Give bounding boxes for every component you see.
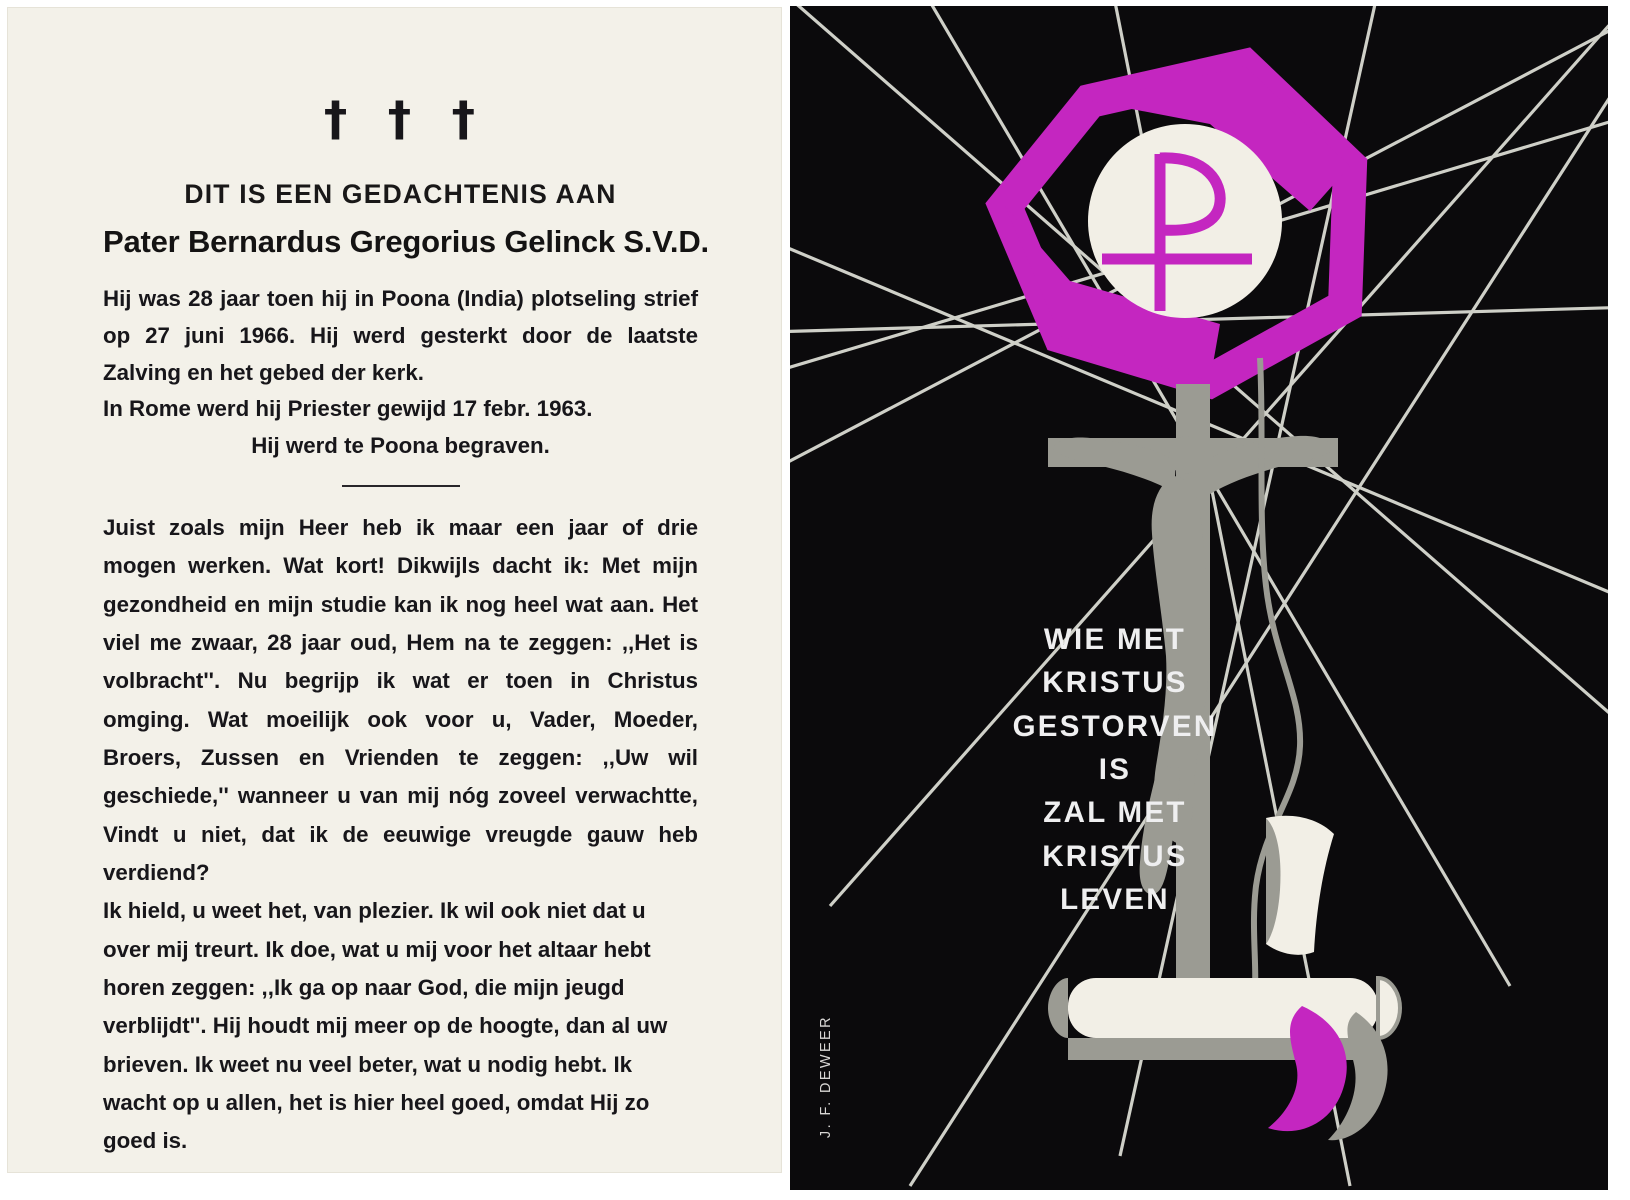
scroll-base [1048, 978, 1400, 1060]
text-block [103, 92, 709, 1161]
verse-line-3: GESTORVEN [1012, 709, 1218, 743]
deceased-name: Pater Bernardus Gregorius Gelinck S.V.D. [103, 224, 709, 259]
verse-line-4: IS [1098, 753, 1132, 787]
verse-line-2: KRISTUS [1042, 666, 1188, 700]
divider-rule [342, 485, 460, 487]
verse-line-1: WIE MET [1043, 623, 1187, 656]
crucifixion-illustration [790, 6, 1608, 1190]
host-disc [1088, 124, 1282, 318]
verse-line-7: LEVEN [1060, 883, 1170, 917]
memorial-card-text-side [8, 8, 781, 1172]
biography-block [103, 281, 698, 465]
artist-signature: J. F. DEWEER [818, 1014, 834, 1138]
dedication-line: DIT IS EEN GEDACHTENIS AAN [184, 179, 617, 209]
bio-paragraph-2: In Rome werd hij Priester gewijd 17 febr. 1963. [103, 396, 593, 422]
body-paragraph-2: Ik hield, u weet het, van plezier. Ik wil ook niet dat u over mij treurt. Ik doe, wat u mij voor het altaar hebt horen zeggen: ,,Ik ga op naar God, die mijn jeugd verblijdt''. Hij houdt mij meer op de hoogte, dan al uw brieven. Ik weet nu veel beter, wat u nodig hebt. Ik wacht op u allen, het is hier heel goed, omdat Hij zo goed is. [103, 898, 668, 1154]
verse-text [950, 618, 1280, 922]
body-paragraph-1: Juist zoals mijn Heer heb ik maar een jaar of drie mogen werken. Wat kort! Dikwijls dacht ik: Met mijn gezondheid en mijn studie kan ik nog heel wat aan. Het viel me zwaar, 28 jaar oud, Hem na te zeggen: ,,Het is volbracht''. Nu begrijp ik wat er toen in Christus omging. Wat moeilijk ook voor u, Vader, Moeder, Broers, Zussen en Vrienden te zeggen: ,,Uw wil geschiede,'' wanneer u van mij nóg zoveel verwachtte, Vindt u niet, dat ik de eeuwige vreugde gauw heb verdiend? [103, 514, 698, 885]
memorial-text-block [103, 509, 698, 1161]
three-crosses-icon: † † † [323, 92, 488, 147]
verse-line-6: KRISTUS [1042, 839, 1188, 873]
bio-paragraph-1: Hij was 28 jaar toen hij in Poona (India) plotseling strief op 27 juni 1966. Hij werd gesterkt door de laatste Zalving en het gebed der kerk. [103, 286, 698, 385]
bio-paragraph-3: Hij werd te Poona begraven. [251, 433, 550, 459]
memorial-card-illustration-side [790, 6, 1608, 1190]
verse-line-5: ZAL MET [1043, 796, 1187, 830]
